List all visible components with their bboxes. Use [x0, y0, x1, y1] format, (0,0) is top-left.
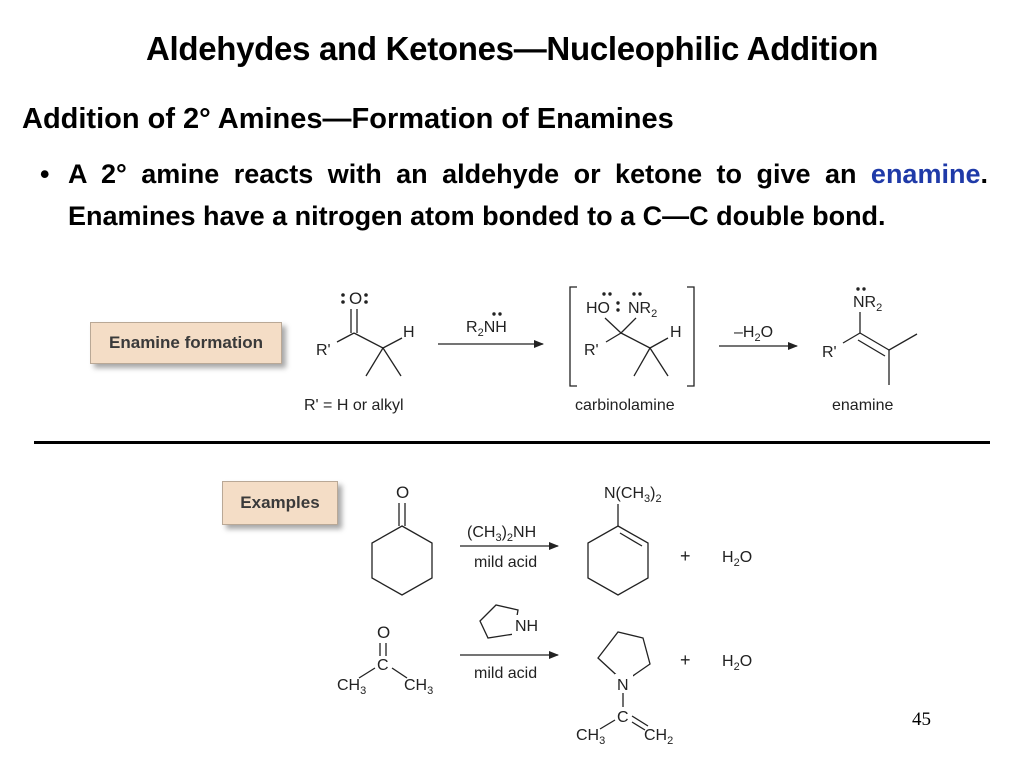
plus-sign-1: +: [680, 546, 691, 566]
c-sub-bond: [650, 348, 668, 376]
product-carbon: C: [617, 709, 629, 726]
plus-sign-2: +: [680, 650, 691, 670]
elimination-label: $-H_2O$: [734, 324, 774, 344]
lone-pair-dot: [856, 287, 859, 290]
product-r-group: R': [822, 344, 837, 361]
lone-pair-dot: [364, 293, 368, 297]
lone-pair-dot: [862, 287, 865, 290]
bullet-marker: •: [40, 159, 50, 189]
cyclohexene-enamine: [588, 485, 662, 595]
cc-double-bond: [858, 340, 885, 356]
c-ch3-bond: [600, 720, 615, 729]
carbonyl-reactant: [316, 289, 415, 376]
lone-pair-dot: [632, 292, 635, 295]
reactant-h: H: [403, 324, 415, 341]
acetone-carbon: C: [377, 657, 389, 674]
lone-pair-dot: [616, 301, 619, 304]
lone-pair-dot: [638, 292, 641, 295]
lone-pair-dot: [492, 312, 495, 315]
product-dimethylamino: $N(CH_3)_2$: [604, 485, 662, 505]
reactant-r-group: R': [316, 342, 331, 359]
reaction-arrow-3: [460, 524, 558, 571]
reactant-oxygen: O: [349, 289, 363, 308]
ring-double-bond: [620, 533, 642, 546]
c-c-bond: [621, 333, 650, 348]
reagent-dimethylamine: $(CH_3)_2NH$: [467, 524, 537, 544]
carbinolamine-intermediate: [584, 292, 682, 376]
c-ch3-bond: [359, 668, 375, 678]
enamine-keyword: enamine: [870, 159, 981, 189]
product-nr2: $NR_2$: [853, 294, 883, 314]
acetone-methyl-left: $CH_3$: [337, 677, 367, 697]
c-sub-bond: [383, 348, 401, 376]
lone-pair-dot: [341, 293, 345, 297]
c-sub-bond: [889, 334, 917, 350]
lone-pair-dot: [616, 308, 619, 311]
c-h-bond: [650, 338, 668, 348]
acetone: [337, 623, 433, 697]
mild-acid-1: mild acid: [474, 554, 538, 571]
c-oh-bond: [605, 318, 621, 333]
c-sub-bond: [634, 348, 650, 376]
cyclohexane-ring: [372, 526, 432, 595]
cyclohexanone-oxygen: O: [396, 483, 410, 502]
enamine-formation-label: Enamine formation: [90, 322, 282, 364]
product-methyl: $CH_3$: [576, 727, 606, 747]
reaction-arrow-4: [460, 605, 558, 682]
c-r-bond: [843, 333, 860, 343]
cc-double-bond: [860, 333, 889, 350]
mild-acid-2: mild acid: [474, 665, 538, 682]
product-nitrogen: N: [617, 677, 629, 694]
water-1: $H_2O$: [722, 549, 753, 569]
cyclohexanone: [372, 483, 432, 595]
lone-pair-dot: [341, 300, 345, 304]
right-bracket: [687, 287, 694, 386]
lone-pair-dot: [498, 312, 501, 315]
intermediate-nr2: $NR_2$: [628, 300, 658, 320]
product-methylene: $CH_2$: [644, 727, 674, 747]
reagent-r2nh: $R_2NH$: [466, 319, 507, 339]
c-r-bond: [337, 333, 354, 342]
product-caption: enamine: [832, 397, 894, 414]
bullet-text-before: A 2° amine reacts with an aldehyde or ketone to give an: [68, 159, 857, 189]
reaction-arrow-2: [719, 324, 797, 346]
section-heading: Addition of 2° Amines—Formation of Enamines: [22, 103, 674, 135]
page-number: 45: [912, 709, 931, 730]
reaction-arrow-1: [438, 312, 543, 344]
examples-label: Examples: [222, 481, 338, 525]
enamine-product: [822, 287, 917, 385]
intermediate-caption: carbinolamine: [575, 397, 675, 414]
reagent-nh: NH: [515, 618, 539, 635]
intermediate-ho: HO: [586, 300, 610, 317]
c-sub-bond: [366, 348, 383, 376]
c-c-bond: [354, 333, 383, 348]
c-r-bond: [606, 333, 621, 342]
c-ch2-double-bond: [632, 716, 648, 726]
water-2: $H_2O$: [722, 653, 753, 673]
left-bracket: [570, 287, 577, 386]
intermediate-r-group: R': [584, 342, 599, 359]
intermediate-h: H: [670, 324, 682, 341]
acetone-oxygen: O: [377, 623, 391, 642]
pyrrolidine-enamine: [576, 632, 673, 747]
acetone-methyl-right: $CH_3$: [404, 677, 434, 697]
lone-pair-dot: [364, 300, 368, 304]
c-h-bond: [383, 338, 402, 348]
lone-pair-dot: [608, 292, 611, 295]
cyclohexene-ring: [588, 526, 648, 595]
c-n-bond: [621, 318, 636, 333]
bullet-text-after: . Enamines have a nitrogen atom bonded to a C—C double bond.: [68, 159, 988, 231]
reactant-caption: R' = H or alkyl: [304, 397, 404, 414]
lone-pair-dot: [602, 292, 605, 295]
slide-title: Aldehydes and Ketones—Nucleophilic Addition: [145, 30, 879, 67]
